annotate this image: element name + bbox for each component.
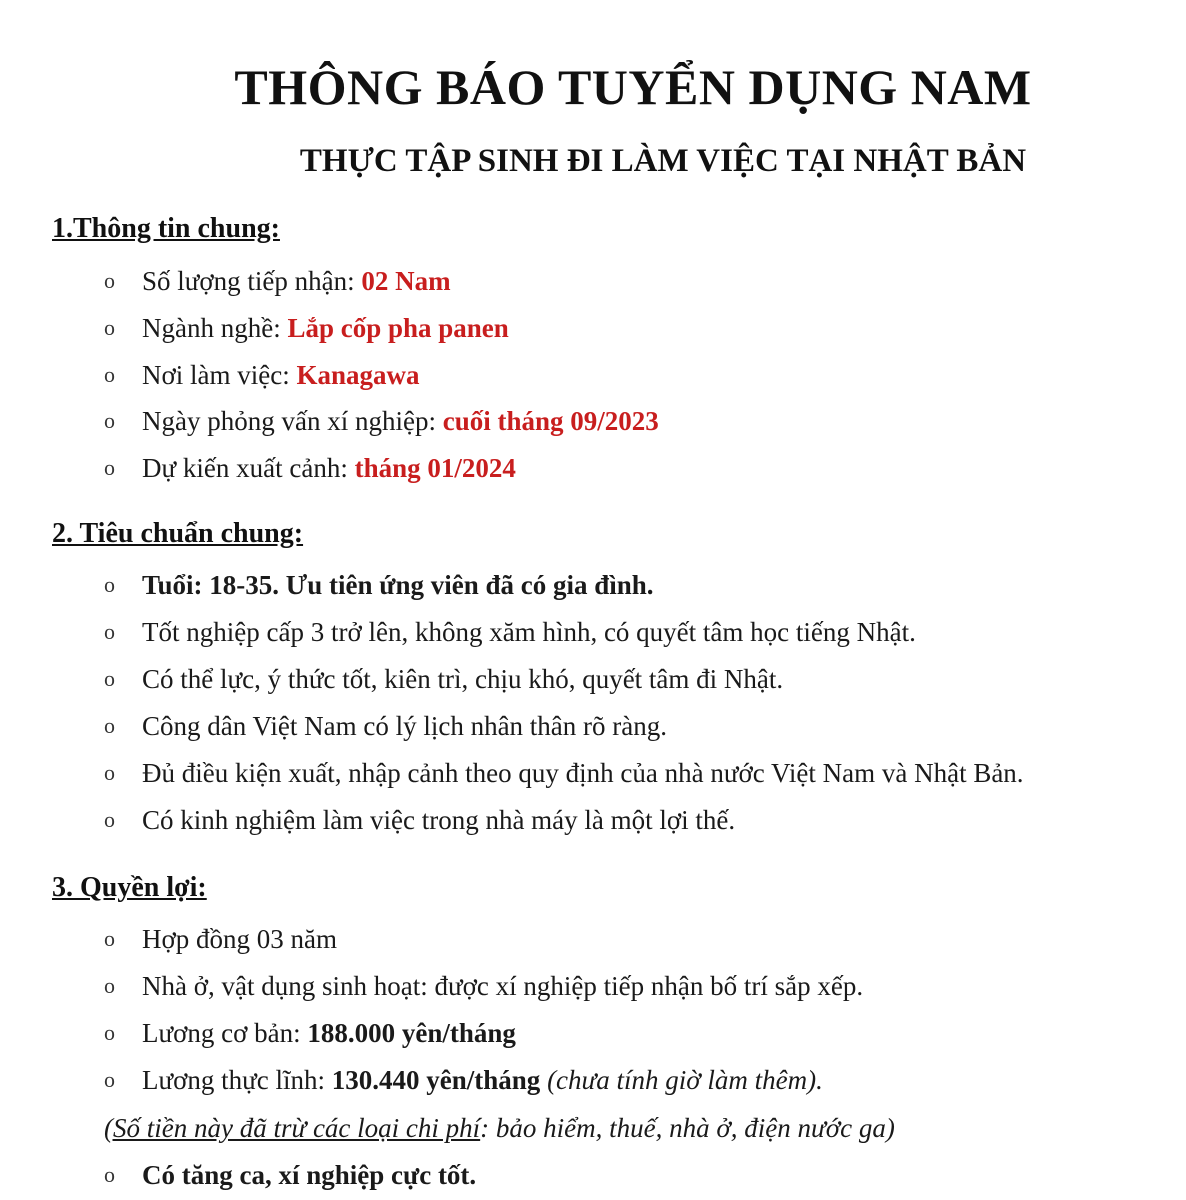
- item-text: Tuổi: 18-35. Ưu tiên ứng viên đã có gia đình.: [142, 570, 654, 600]
- list-item: [104, 1065, 823, 1096]
- deduction-note-rest: : bảo hiểm, thuế, nhà ở, điện nước ga): [480, 1113, 895, 1143]
- item-value: cuối tháng 09/2023: [442, 406, 659, 436]
- bullet-icon: o: [104, 1162, 115, 1187]
- list-item: [104, 360, 420, 391]
- base-salary-value: 188.000 yên/tháng: [307, 1018, 516, 1048]
- list-item: [104, 1160, 476, 1191]
- section-heading-requirements: 2. Tiêu chuẩn chung:: [52, 518, 304, 549]
- bullet-icon: o: [104, 760, 115, 785]
- item-label: Ngày phỏng vấn xí nghiệp:: [142, 406, 443, 436]
- net-salary-value: 130.440 yên/tháng: [331, 1065, 541, 1095]
- list-item: [104, 406, 659, 437]
- list-item: [104, 971, 863, 1002]
- document-subtitle: THỰC TẬP SINH ĐI LÀM VIỆC TẠI NHẬT BẢN: [299, 143, 1027, 179]
- bullet-icon: o: [104, 1067, 115, 1092]
- document-title: THÔNG BÁO TUYỂN DỤNG NAM: [234, 59, 1032, 115]
- item-label: Lương cơ bản:: [142, 1018, 308, 1048]
- list-item: [104, 453, 516, 484]
- item-text: Công dân Việt Nam có lý lịch nhân thân rõ ràng.: [142, 711, 668, 741]
- bullet-icon: o: [104, 973, 115, 998]
- item-text: Có tăng ca, xí nghiệp cực tốt.: [142, 1160, 477, 1190]
- section-heading-benefits: 3. Quyền lợi:: [52, 872, 207, 903]
- list-item: [104, 313, 509, 344]
- bullet-icon: o: [104, 619, 115, 644]
- item-text: Có thể lực, ý thức tốt, kiên trì, chịu khó, quyết tâm đi Nhật.: [142, 664, 784, 694]
- list-item: [104, 758, 1024, 789]
- item-text: Hợp đồng 03 năm: [142, 924, 338, 954]
- bullet-icon: o: [104, 1020, 115, 1045]
- item-label: Lương thực lĩnh:: [142, 1065, 332, 1095]
- item-label: Nơi làm việc:: [142, 360, 297, 390]
- list-item: [104, 1018, 516, 1049]
- bullet-icon: o: [104, 455, 115, 480]
- item-text: Có kinh nghiệm làm việc trong nhà máy là một lợi thế.: [142, 805, 736, 835]
- item-label: Số lượng tiếp nhận:: [142, 266, 362, 296]
- bullet-icon: o: [104, 408, 115, 433]
- section-heading-general-info: 1.Thông tin chung:: [52, 213, 280, 244]
- list-item: [104, 617, 916, 648]
- bullet-icon: o: [104, 666, 115, 691]
- item-value: Lắp cốp pha panen: [287, 313, 509, 343]
- item-label: Ngành nghề:: [142, 313, 288, 343]
- list-item: [104, 664, 783, 695]
- list-item: [104, 266, 451, 297]
- bullet-icon: o: [104, 315, 115, 340]
- deduction-note: [104, 1113, 895, 1144]
- item-value: 02 Nam: [361, 266, 451, 296]
- bullet-icon: o: [104, 807, 115, 832]
- bullet-icon: o: [104, 926, 115, 951]
- bullet-icon: o: [104, 713, 115, 738]
- item-label: Dự kiến xuất cảnh:: [142, 453, 355, 483]
- list-item: [104, 711, 667, 742]
- bullet-icon: o: [104, 268, 115, 293]
- net-salary-note: (chưa tính giờ làm thêm).: [540, 1065, 823, 1095]
- bullet-icon: o: [104, 362, 115, 387]
- list-item: [104, 570, 654, 601]
- item-value: tháng 01/2024: [354, 453, 516, 483]
- item-text: Tốt nghiệp cấp 3 trở lên, không xăm hình, có quyết tâm học tiếng Nhật.: [142, 617, 916, 647]
- item-value: Kanagawa: [296, 360, 420, 390]
- item-text: Nhà ở, vật dụng sinh hoạt: được xí nghiệp tiếp nhận bố trí sắp xếp.: [142, 971, 864, 1001]
- list-item: [104, 805, 735, 836]
- deduction-note-underlined: (Số tiền này đã trừ các loại chi phí: [104, 1113, 481, 1143]
- item-text: Đủ điều kiện xuất, nhập cảnh theo quy định của nhà nước Việt Nam và Nhật Bản.: [142, 758, 1024, 788]
- bullet-icon: o: [104, 572, 115, 597]
- list-item: [104, 924, 337, 955]
